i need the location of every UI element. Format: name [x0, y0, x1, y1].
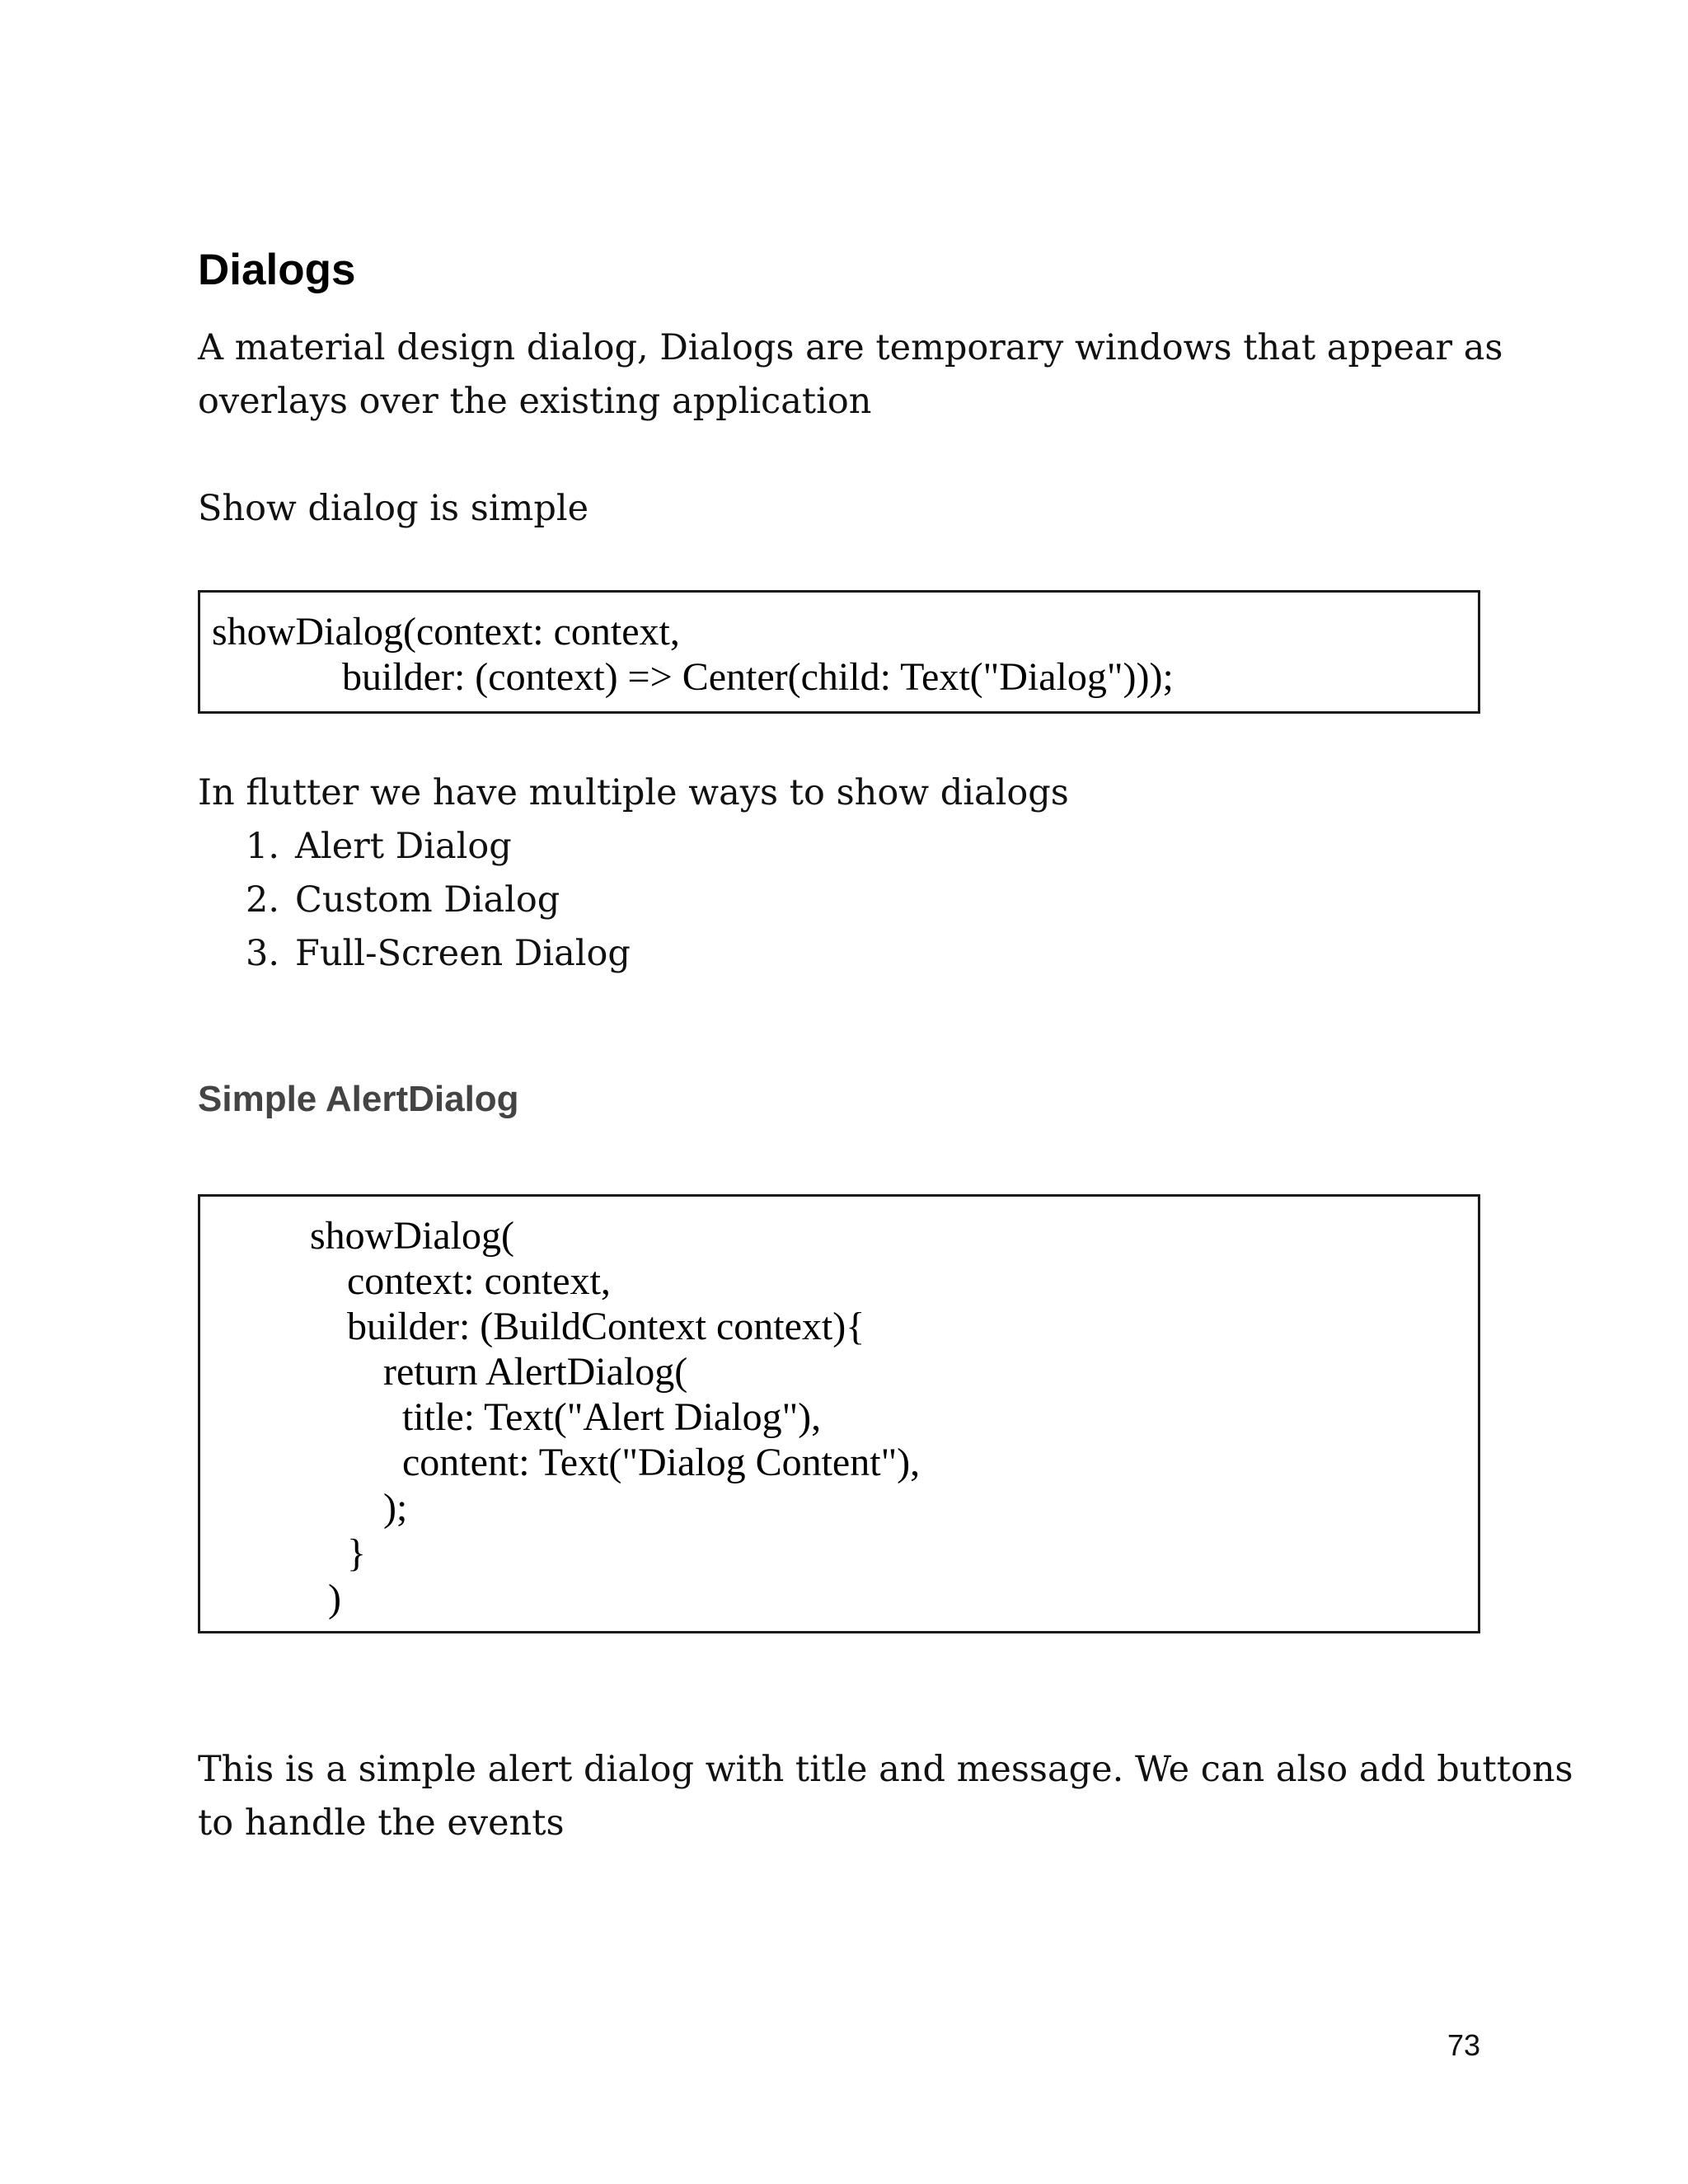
- code-line: );: [383, 1486, 408, 1530]
- list-item-number: 1.: [246, 826, 280, 867]
- code-block-alert-dialog: [198, 1194, 1480, 1633]
- list-item-label: Alert Dialog: [295, 826, 512, 867]
- outro-paragraph-line-2: to handle the events: [198, 1802, 565, 1844]
- code-line: }: [347, 1531, 367, 1575]
- list-item-number: 2.: [246, 879, 280, 921]
- intro-paragraph-line-2: overlays over the existing application: [198, 381, 872, 422]
- section-heading: Dialogs: [198, 246, 356, 294]
- list-item-label: Custom Dialog: [295, 879, 560, 921]
- code-line: builder: (BuildContext context){: [347, 1305, 865, 1348]
- ways-intro-text: In flutter we have multiple ways to show dialogs: [198, 772, 1069, 813]
- list-item-number: 3.: [246, 933, 280, 974]
- code-line: builder: (context) => Center(child: Text("Dialog")));: [342, 655, 1174, 699]
- code-line: content: Text("Dialog Content"),: [402, 1441, 921, 1484]
- outro-paragraph-line-1: This is a simple alert dialog with title and message. We can also add buttons: [198, 1749, 1573, 1790]
- page-number: 73: [1447, 2028, 1480, 2062]
- code-line: context: context,: [347, 1259, 611, 1303]
- code-line: showDialog(context: context,: [212, 610, 680, 654]
- subsection-heading: Simple AlertDialog: [198, 1079, 519, 1119]
- code-block-show-dialog: [198, 590, 1480, 714]
- list-item-label: Full-Screen Dialog: [295, 933, 631, 974]
- show-dialog-text: Show dialog is simple: [198, 488, 589, 529]
- code-line: ): [328, 1577, 341, 1620]
- intro-paragraph-line-1: A material design dialog, Dialogs are temporary windows that appear as: [198, 327, 1503, 368]
- code-line: title: Text("Alert Dialog"),: [402, 1395, 822, 1439]
- code-line: return AlertDialog(: [383, 1350, 688, 1394]
- code-line: showDialog(: [310, 1214, 514, 1258]
